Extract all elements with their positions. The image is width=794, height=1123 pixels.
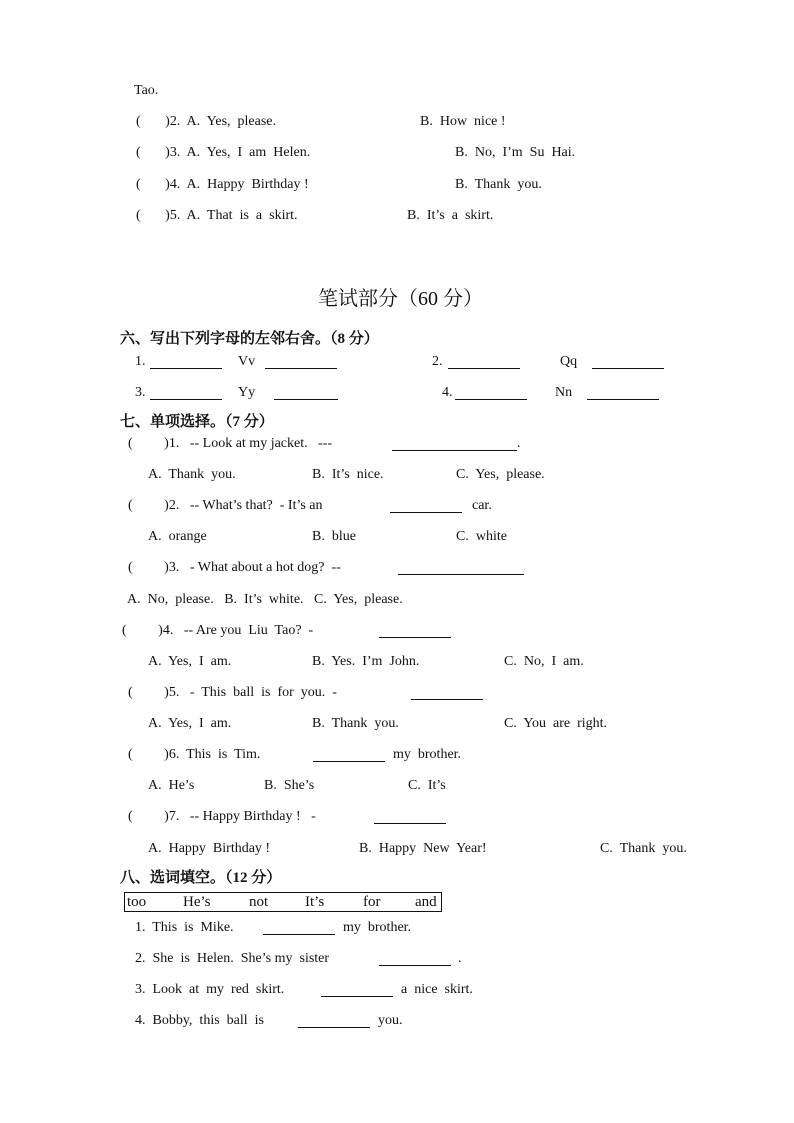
word-bank-word: and [415, 894, 437, 910]
sec7-q3-stem: ( )3. - What about a hot dog? -- [128, 560, 341, 575]
written-section-title: 笔试部分（60 分） [318, 288, 483, 310]
sec7-q1-c: C. Yes, please. [456, 467, 545, 482]
sec7-q2-b: B. blue [312, 529, 356, 544]
sec8-q2-blank[interactable] [379, 951, 451, 966]
sec6-blank-4b[interactable] [587, 385, 659, 400]
sec7-q2-blank[interactable] [390, 498, 462, 513]
sec7-q5-b: B. Thank you. [312, 716, 399, 731]
listening-tail: Tao. [134, 83, 159, 98]
word-bank-word: It’s [305, 894, 325, 910]
sec7-q2-c: C. white [456, 529, 507, 544]
word-bank-word: too [127, 894, 147, 910]
sec6-blank-1b[interactable] [265, 354, 337, 369]
listening-q3-a: ( )3. A. Yes, I am Helen. [136, 145, 311, 160]
sec6-blank-3b[interactable] [274, 385, 338, 400]
sec7-q1-end: . [517, 436, 521, 451]
listening-q5-b: B. It’s a skirt. [407, 208, 494, 223]
sec6-blank-4a[interactable] [455, 385, 527, 400]
sec6-blank-2b[interactable] [592, 354, 664, 369]
sec8-q2-post: . [458, 951, 462, 966]
sec6-r1-l2: Qq [560, 354, 578, 369]
listening-q5-a: ( )5. A. That is a skirt. [136, 208, 298, 223]
section-8-title: 八、选词填空。（12 分） [120, 870, 282, 886]
sec7-q6-end: my brother. [393, 747, 462, 762]
sec7-q5-blank[interactable] [411, 685, 483, 700]
section-7-title: 七、单项选择。（7 分） [120, 414, 274, 430]
word-bank-word: for [363, 894, 381, 910]
sec7-q6-blank[interactable] [313, 747, 385, 762]
sec6-r1-n1: 1. [135, 354, 146, 369]
sec7-q4-a: A. Yes, I am. [148, 654, 232, 669]
sec7-q1-a: A. Thank you. [148, 467, 236, 482]
sec8-q1-blank[interactable] [263, 920, 335, 935]
sec7-q7-c: C. Thank you. [600, 841, 687, 856]
listening-q4-a: ( )4. A. Happy Birthday ! [136, 177, 309, 192]
sec7-q3-blank[interactable] [398, 560, 524, 575]
sec8-q1-post: my brother. [343, 920, 412, 935]
sec7-q5-stem: ( )5. - This ball is for you. - [128, 685, 337, 700]
sec8-q4-blank[interactable] [298, 1013, 370, 1028]
sec8-q4-post: you. [378, 1013, 403, 1028]
sec6-r2-n2: 4. [442, 385, 453, 400]
listening-q2-b: B. How nice ! [420, 114, 506, 129]
sec7-q1-b: B. It’s nice. [312, 467, 384, 482]
listening-q4-b: B. Thank you. [455, 177, 542, 192]
sec7-q1-stem: ( )1. -- Look at my jacket. --- [128, 436, 333, 451]
sec6-r1-l1: Vv [238, 354, 256, 369]
sec7-q4-b: B. Yes. I’m John. [312, 654, 420, 669]
section-6-title: 六、写出下列字母的左邻右舍。（8 分） [120, 331, 379, 347]
sec7-q1-blank[interactable] [392, 436, 517, 451]
sec7-q4-c: C. No, I am. [504, 654, 584, 669]
sec8-q4-pre: 4. Bobby, this ball is [135, 1013, 264, 1028]
sec7-q6-c: C. It’s [408, 778, 446, 793]
sec7-q6-a: A. He’s [148, 778, 195, 793]
sec6-r2-l1: Yy [238, 385, 256, 400]
sec7-q7-stem: ( )7. -- Happy Birthday ! - [128, 809, 316, 824]
sec7-q7-a: A. Happy Birthday ! [148, 841, 271, 856]
sec6-blank-1a[interactable] [150, 354, 222, 369]
sec6-blank-3a[interactable] [150, 385, 222, 400]
sec7-q6-b: B. She’s [264, 778, 315, 793]
sec7-q5-a: A. Yes, I am. [148, 716, 232, 731]
sec6-r2-l2: Nn [555, 385, 573, 400]
sec6-r2-n1: 3. [135, 385, 146, 400]
sec8-q1-pre: 1. This is Mike. [135, 920, 234, 935]
sec7-q7-blank[interactable] [374, 809, 446, 824]
sec7-q4-blank[interactable] [379, 623, 451, 638]
sec7-q2-stem: ( )2. -- What’s that? - It’s an [128, 498, 323, 513]
sec7-q2-a: A. orange [148, 529, 207, 544]
sec7-q2-end: car. [472, 498, 492, 513]
sec7-q6-stem: ( )6. This is Tim. [128, 747, 261, 762]
sec7-q5-c: C. You are right. [504, 716, 608, 731]
sec8-q3-post: a nice skirt. [401, 982, 473, 997]
sec8-q3-pre: 3. Look at my red skirt. [135, 982, 285, 997]
word-bank-word: He’s [183, 894, 211, 910]
sec7-q4-stem: ( )4. -- Are you Liu Tao? - [122, 623, 314, 638]
sec8-q3-blank[interactable] [321, 982, 393, 997]
sec7-q3-options: A. No, please. B. It’s white. C. Yes, please. [127, 592, 403, 607]
sec6-r1-n2: 2. [432, 354, 443, 369]
word-bank-word: not [249, 894, 269, 910]
word-bank-box [124, 892, 442, 912]
listening-q3-b: B. No, I’m Su Hai. [455, 145, 576, 160]
sec6-blank-2a[interactable] [448, 354, 520, 369]
listening-q2-a: ( )2. A. Yes, please. [136, 114, 276, 129]
sec8-q2-pre: 2. She is Helen. She’s my sister [135, 951, 330, 966]
sec7-q7-b: B. Happy New Year! [359, 841, 487, 856]
